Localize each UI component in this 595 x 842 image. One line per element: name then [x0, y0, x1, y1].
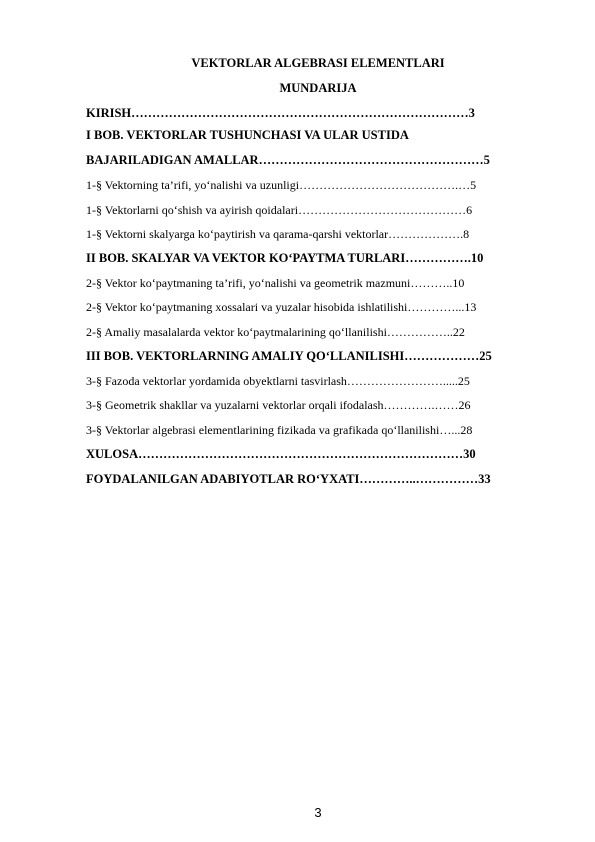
- toc-entry-section-3-1: 3-§ Fazoda vektorlar yordamida obyektlarni tasvirlash…………………….....25: [86, 374, 470, 388]
- toc-entry-section-1-1: 1-§ Vektorning ta’rifi, yo‘nalishi va uzunligi………………………………….…5: [86, 178, 477, 192]
- toc-entry-chapter-1-line-1: I BOB. VEKTORLAR TUSHUNCHASI VA ULAR USTIDA: [86, 128, 409, 142]
- toc-entry-kirish: KIRISH………………………………………………………………………3: [86, 106, 475, 120]
- toc-entry-section-2-2: 2-§ Vektor ko‘paytmaning xossalari va yuzalar hisobida ishlatilishi…………...13: [86, 300, 477, 314]
- toc-entry-chapter-2: II BOB. SKALYAR VA VEKTOR KO‘PAYTMA TURLARI…………….10: [86, 251, 484, 265]
- toc-entry-chapter-3: III BOB. VEKTORLARNING AMALIY QO‘LLANILISHI………………25: [86, 349, 492, 363]
- toc-entry-xulosa: XULOSA……………………………………………………………………30: [86, 447, 476, 461]
- page-number: 3: [314, 805, 322, 820]
- toc-entry-section-1-2: 1-§ Vektorlarni qo‘shish va ayirish qoidalari……………………………………6: [86, 203, 473, 217]
- toc-entry-section-2-3: 2-§ Amaliy masalalarda vektor ko‘paytmalarining qo‘llanilishi……………..22: [86, 325, 465, 339]
- document-title: VEKTORLAR ALGEBRASI ELEMENTLARI: [191, 56, 445, 70]
- toc-entry-section-3-2: 3-§ Geometrik shakllar va yuzalarni vektorlar orqali ifodalash………….……26: [86, 398, 471, 412]
- toc-entry-chapter-1-line-2: BAJARILADIGAN AMALLAR………………………………………………5: [86, 153, 490, 167]
- toc-entry-section-3-3: 3-§ Vektorlar algebrasi elementlarining fizikada va grafikada qo‘llanilishi…...28: [86, 423, 473, 437]
- toc-heading: MUNDARIJA: [279, 81, 357, 95]
- toc-entry-section-1-3: 1-§ Vektorni skalyarga ko‘paytirish va qarama-qarshi vektorlar……………….8: [86, 227, 470, 241]
- toc-entry-references: FOYDALANILGAN ADABIYOTLAR RO‘YXATI…………..……………33: [86, 472, 491, 486]
- toc-entry-section-2-1: 2-§ Vektor ko‘paytmaning ta’rifi, yo‘nalishi va geometrik mazmuni………..10: [86, 276, 465, 290]
